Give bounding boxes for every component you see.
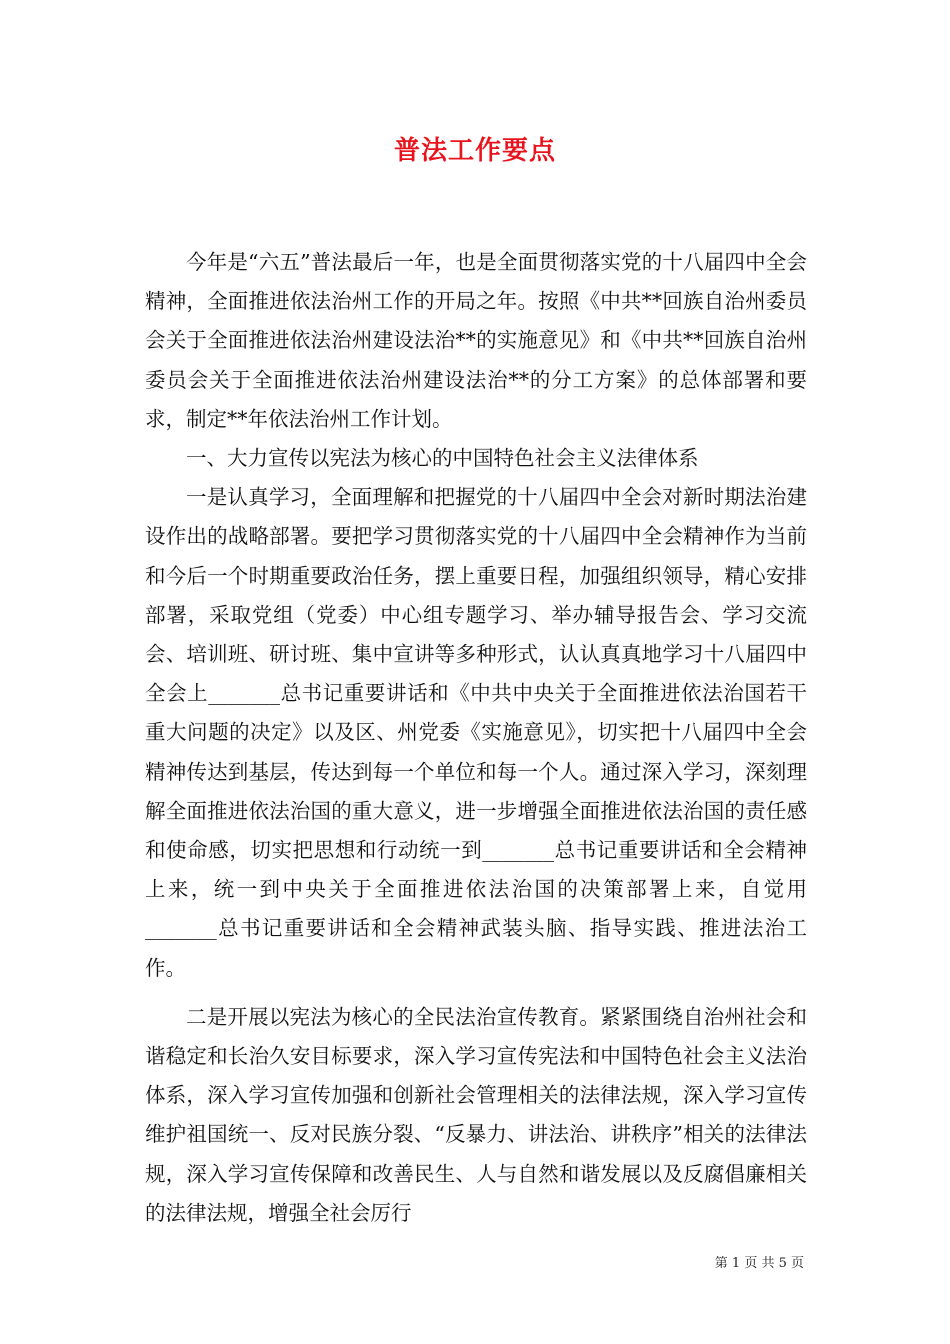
paragraph-point-1: 一是认真学习，全面理解和把握党的十八届四中全会对新时期法治建设作出的战略部署。要把学习贯彻落实党的十八届四中全会精神作为当前和今后一个时期重要政治任务，摆上重要日程，加强组织领导，精心安排部署，采取党组（党委）中心组专题学习、举办辅导报告会、学习交流会、培训班、研讨班、集中宣讲等多种形式，认认真真地学习十八届四中全会上_______总书记重要讲话和《中共中央关于全面推进依法治国若干重大问题的决定》以及区、州党委《实施意见》，切实把十八届四中全会精神传达到基层，传达到每一个单位和每一个人。通过深入学习，深刻理解全面推进依法治国的重大意义，进一步增强全面推进依法治国的责任感和使命感，切实把思想和行动统一到_______总书记重要讲话和全会精神上来，统一到中央关于全面推进依法治国的决策部署上来，自觉用_______总书记重要讲话和全会精神武装头脑、指导实践、推进法治工作。 [145,485,807,980]
section-heading-1: 一、大力宣传以宪法为核心的中国特色社会主义法律体系 [186,446,699,471]
page-footer: 第 1 页 共 5 页 [714,1256,804,1271]
document-title: 普法工作要点 [393,136,556,166]
document-body [145,243,807,1233]
paragraph-intro: 今年是“六五”普法最后一年，也是全面贯彻落实党的十八届四中全会精神，全面推进依法治州工作的开局之年。按照《中共**回族自治州委员会关于全面推进依法治州建设法治**的实施意见》和《中共**回族自治州委员会关于全面推进依法治州建设法治**的分工方案》的总体部署和要求，制定**年依法治州工作计划。 [145,250,807,431]
paragraph-point-2: 二是开展以宪法为核心的全民法治宣传教育。紧紧围绕自治州社会和谐稳定和长治久安目标要求，深入学习宣传宪法和中国特色社会主义法治体系，深入学习宣传加强和创新社会管理相关的法律法规，深入学习宣传维护祖国统一、反对民族分裂、“反暴力、讲法治、讲秩序”相关的法律法规，深入学习宣传保障和改善民生、人与自然和谐发展以及反腐倡廉相关的法律法规，增强全社会厉行 [145,1004,807,1225]
